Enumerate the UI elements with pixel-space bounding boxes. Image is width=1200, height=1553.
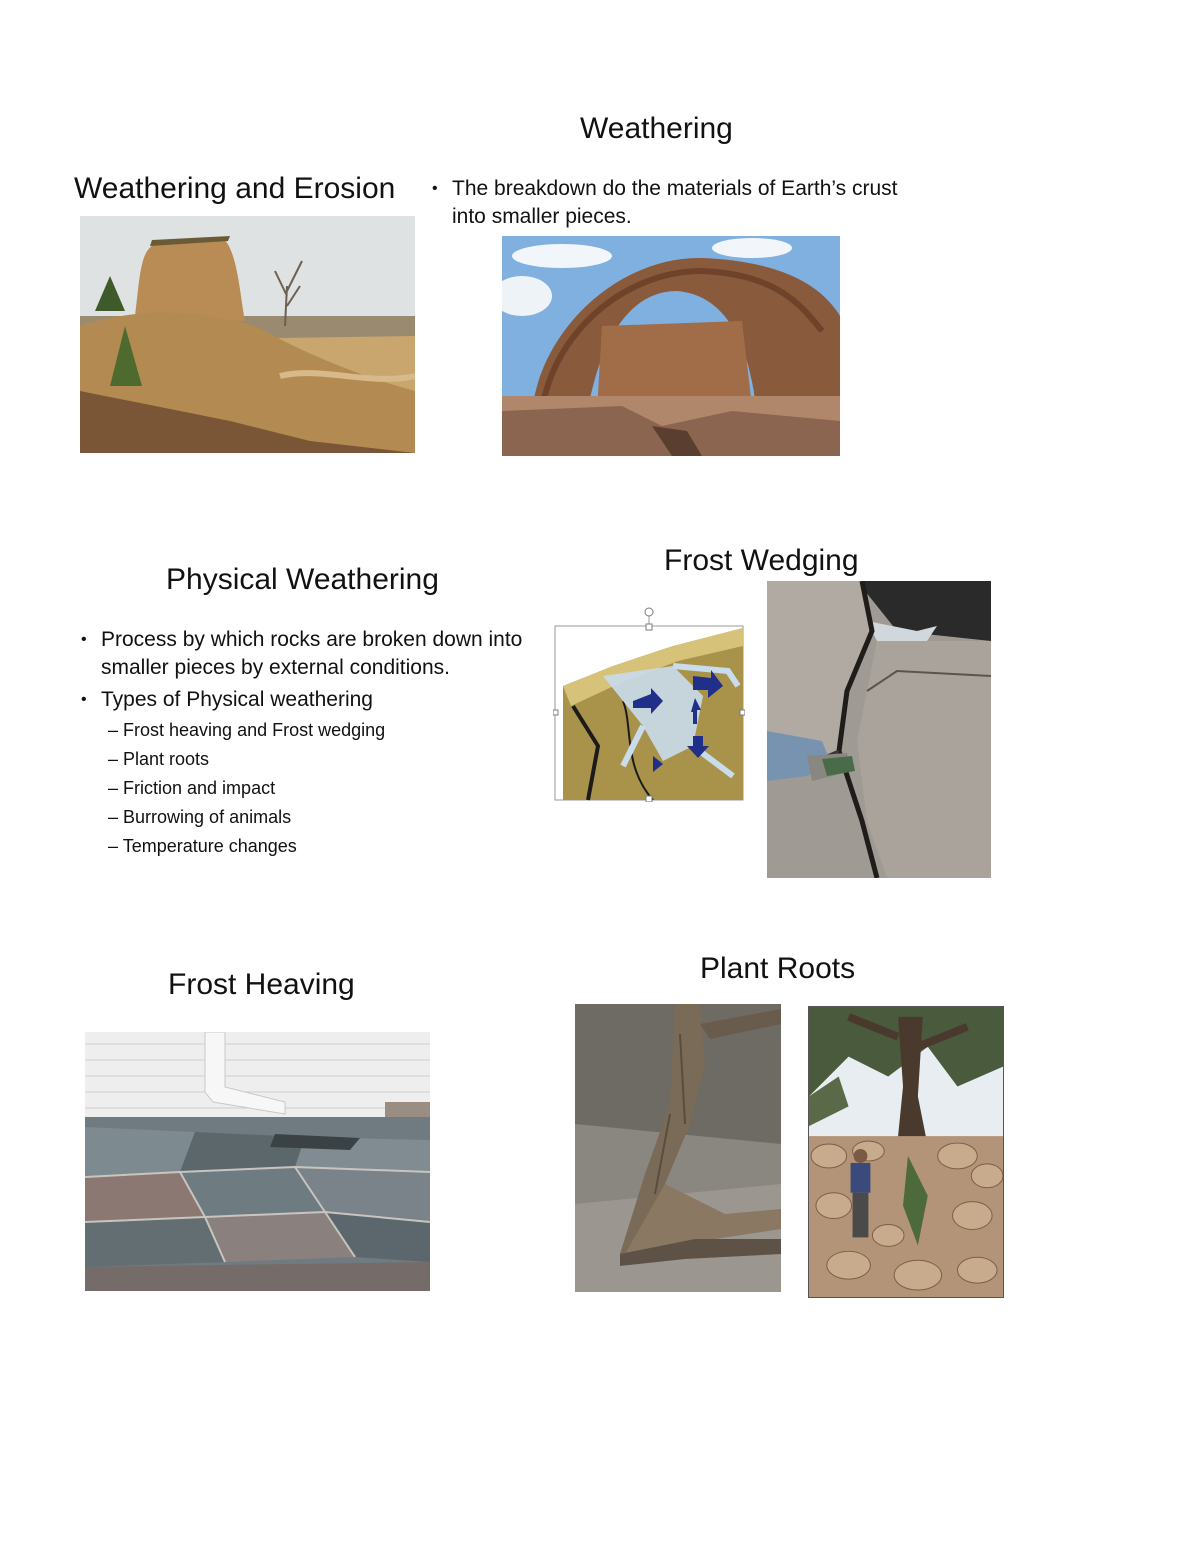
frost-wedging-title: Frost Wedging [664, 544, 859, 577]
bullet-types-label: Types of Physical weathering [101, 688, 373, 711]
bullet-process: • Process by which rocks are broken down into smaller pieces by external conditions. [81, 626, 551, 682]
tree-in-rubble-photo [808, 1006, 1004, 1298]
heaved-patio-photo [85, 1032, 430, 1291]
cracked-rock-photo [767, 581, 991, 878]
root-on-rock-photo [575, 1004, 781, 1292]
weathering-definition [432, 175, 902, 231]
frost-heaving-title: Frost Heaving [168, 968, 355, 1001]
physical-weathering-title: Physical Weathering [166, 563, 439, 596]
eroded-butte-photo [80, 216, 415, 453]
bullet-types [81, 686, 551, 861]
sub-item: – Burrowing of animals [108, 803, 551, 832]
sub-item: – Frost heaving and Frost wedging [108, 716, 551, 745]
sub-item: – Plant roots [108, 745, 551, 774]
sub-item: – Temperature changes [108, 832, 551, 861]
plant-roots-title: Plant Roots [700, 952, 856, 985]
sub-item: – Friction and impact [108, 774, 551, 803]
frost-wedging-diagram [553, 606, 745, 802]
weathering-title: Weathering [580, 112, 733, 145]
physical-weathering-list [81, 626, 551, 861]
weathering-erosion-title: Weathering and Erosion [74, 172, 396, 205]
rock-arch-photo [502, 236, 840, 456]
definition-bullet: • The breakdown do the materials of Earth’s crust into smaller pieces. [432, 175, 902, 231]
